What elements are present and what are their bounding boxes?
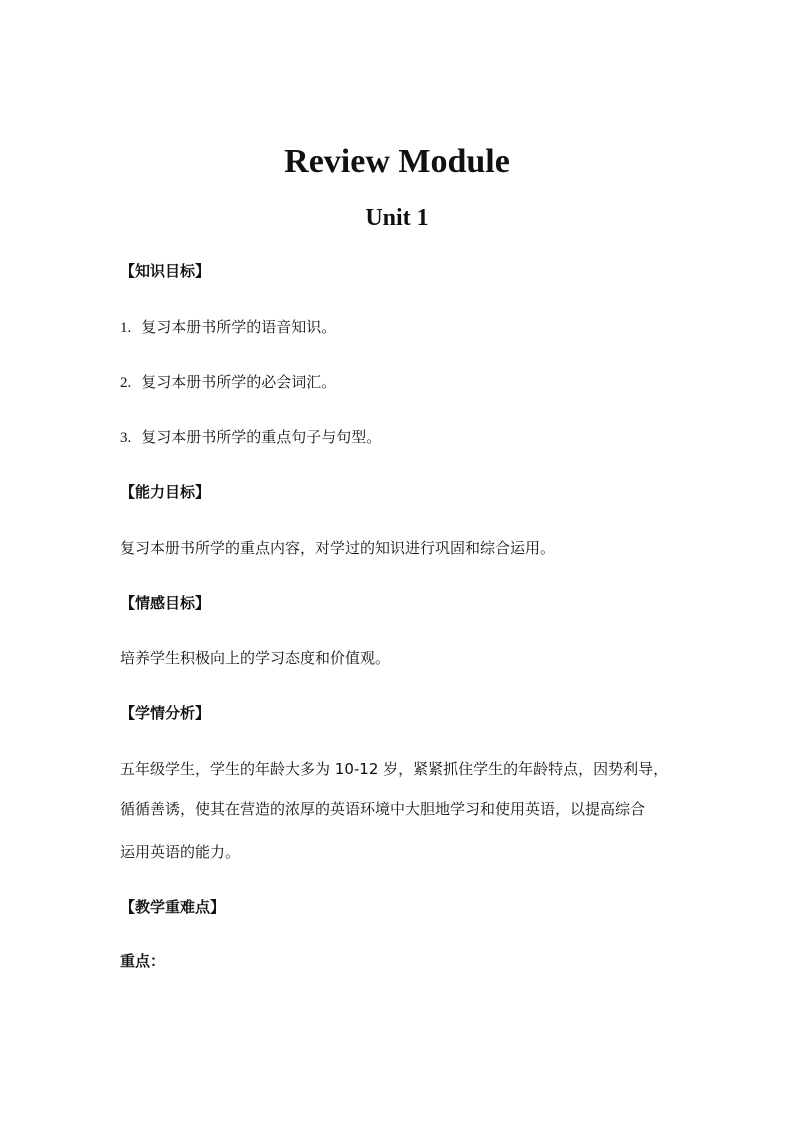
- document-subtitle: Unit 1: [365, 205, 429, 231]
- knowledge-item: [120, 371, 690, 394]
- knowledge-item: [120, 316, 690, 339]
- emotion-text: 培养学生积极向上的学习态度和价值观。: [120, 649, 391, 667]
- knowledge-heading: 【知识目标】: [120, 262, 211, 280]
- analysis-line: 运用英语的能力。: [120, 843, 241, 861]
- knowledge-item-text: 复习本册书所学的重点句子与句型。: [141, 428, 382, 446]
- ability-heading: 【能力目标】: [120, 483, 211, 501]
- knowledge-item: [120, 426, 690, 449]
- key-points-heading: 【教学重难点】: [120, 898, 226, 916]
- knowledge-item-number: 3.: [120, 430, 132, 446]
- analysis-heading: 【学情分析】: [120, 704, 211, 722]
- knowledge-item-text: 复习本册书所学的语音知识。: [141, 318, 337, 336]
- knowledge-item-text: 复习本册书所学的必会词汇。: [141, 373, 337, 391]
- key-points-subheading: 重点：: [120, 952, 166, 970]
- emotion-heading: 【情感目标】: [120, 594, 211, 612]
- document-title: Review Module: [284, 143, 510, 180]
- ability-text: 复习本册书所学的重点内容，对学过的知识进行巩固和综合运用。: [120, 539, 556, 557]
- knowledge-item-number: 2.: [120, 375, 132, 391]
- analysis-line: 循循善诱，使其在营造的浓厚的英语环境中大胆地学习和使用英语，以提高综合: [120, 800, 646, 818]
- analysis-line: 五年级学生，学生的年龄大多为 10-12 岁，紧紧抓住学生的年龄特点，因势利导，: [120, 760, 669, 778]
- knowledge-item-number: 1.: [120, 320, 132, 336]
